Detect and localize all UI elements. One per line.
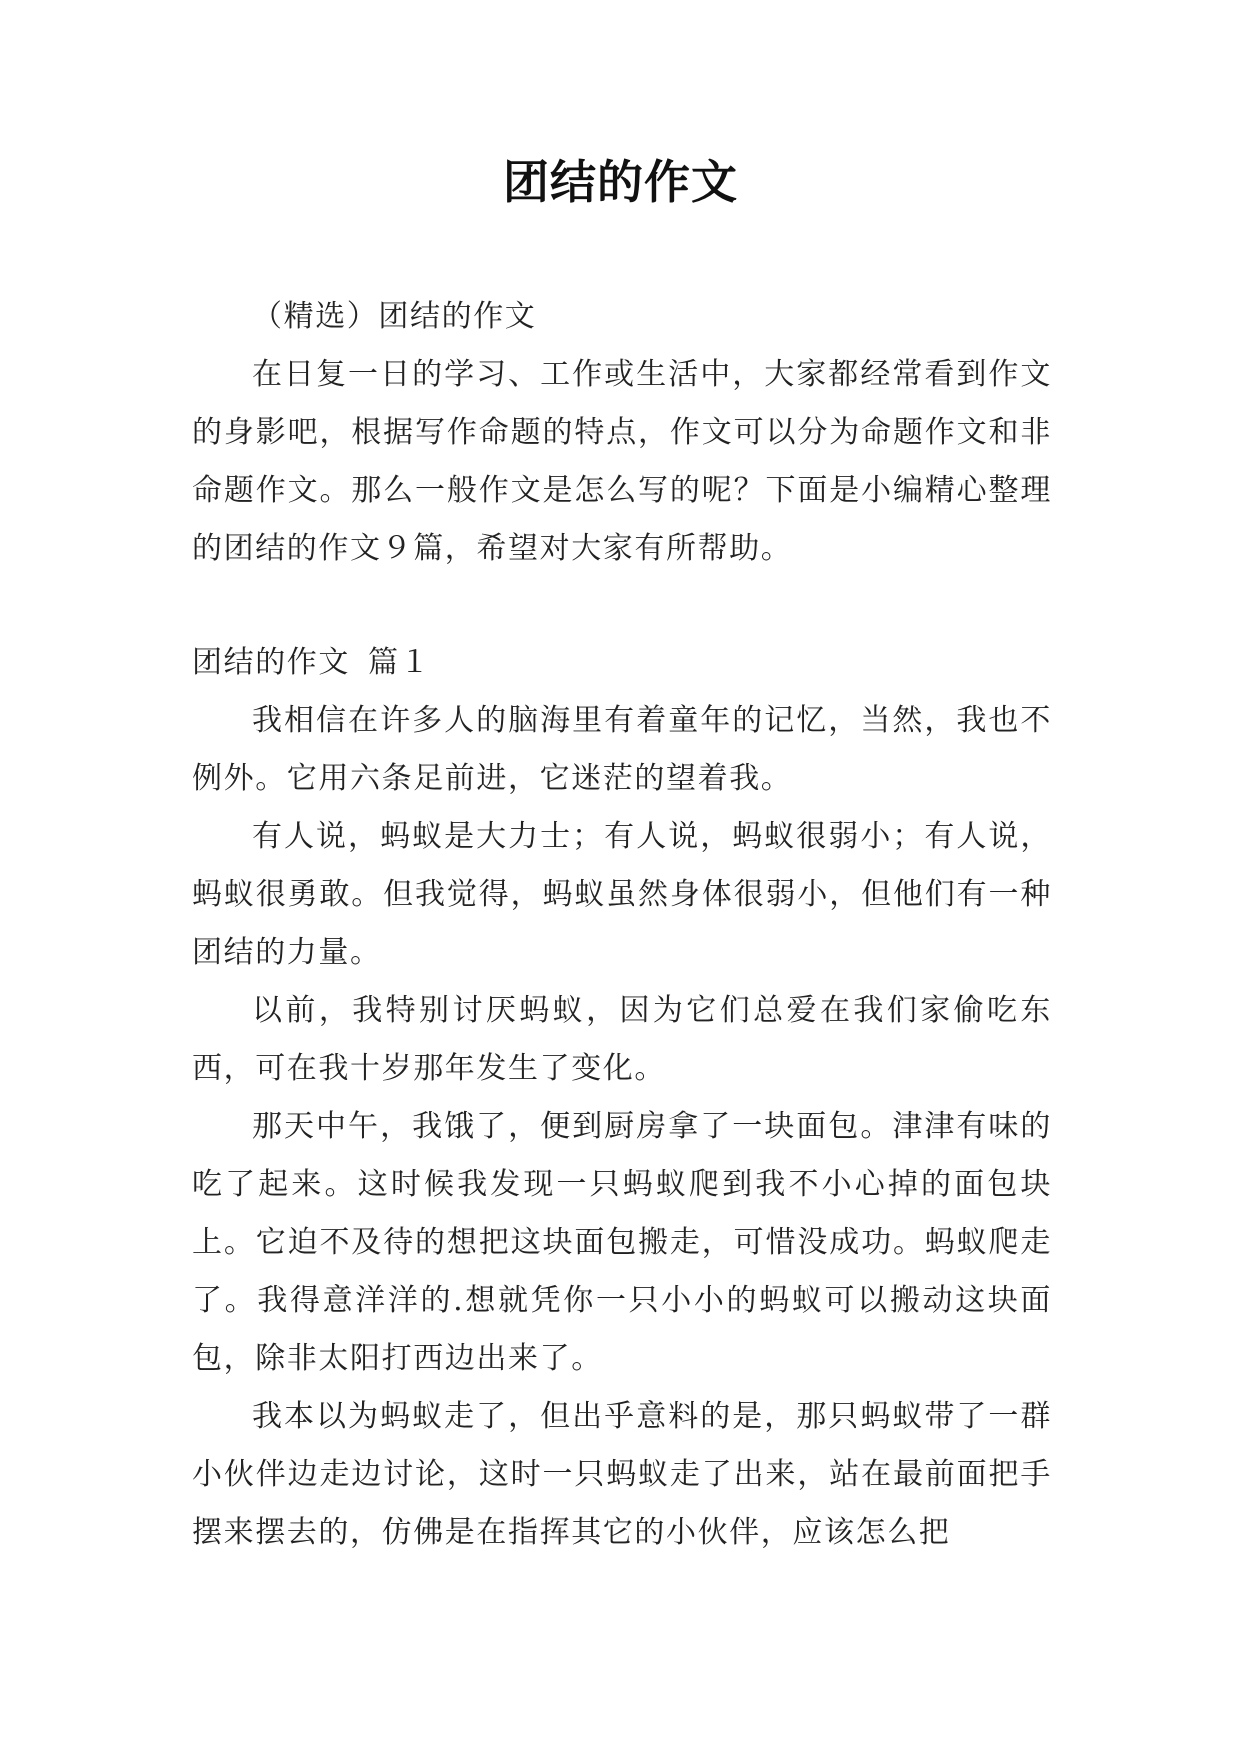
intro-block bbox=[192, 346, 1052, 578]
intro-paragraph: 在日复一日的学习、工作或生活中，大家都经常看到作文的身影吧，根据写作命题的特点，作文可以分为命题作文和非命题作文。那么一般作文是怎么写的呢？下面是小编精心整理的团结的作文９篇，希望对大家有所帮助。 bbox=[192, 357, 1052, 566]
document-subtitle bbox=[192, 288, 1052, 346]
section-heading bbox=[192, 634, 431, 692]
article-paragraph: 以前，我特别讨厌蚂蚁，因为它们总爱在我们家偷吃东西，可在我十岁那年发生了变化。 bbox=[192, 993, 1052, 1086]
subtitle-text: （精选）团结的作文 bbox=[252, 299, 537, 334]
article-paragraph: 那天中午，我饿了，便到厨房拿了一块面包。津津有味的吃了起来。这时候我发现一只蚂蚁爬到我不小心掉的面包块上。它迫不及待的想把这块面包搬走，可惜没成功。蚂蚁爬走了。我得意洋洋的.想就凭你一只小小的蚂蚁可以搬动这块面包，除非太阳打西边出来了。 bbox=[192, 1109, 1052, 1376]
section-heading-number: 篇１ bbox=[368, 645, 432, 680]
article-paragraph: 有人说，蚂蚁是大力士；有人说，蚂蚁很弱小；有人说，蚂蚁很勇敢。但我觉得，蚂蚁虽然身体很弱小，但他们有一种团结的力量。 bbox=[192, 819, 1052, 970]
document-title: 团结的作文 bbox=[503, 155, 738, 209]
article-paragraph: 我本以为蚂蚁走了，但出乎意料的是，那只蚂蚁带了一群小伙伴边走边讨论，这时一只蚂蚁走了出来，站在最前面把手摆来摆去的，仿佛是在指挥其它的小伙伴，应该怎么把 bbox=[192, 1399, 1052, 1550]
article-paragraph: 我相信在许多人的脑海里有着童年的记忆，当然，我也不例外。它用六条足前进，它迷茫的望着我。 bbox=[192, 703, 1052, 796]
section-heading-title: 团结的作文 bbox=[192, 645, 350, 680]
article-body bbox=[192, 692, 1052, 1562]
